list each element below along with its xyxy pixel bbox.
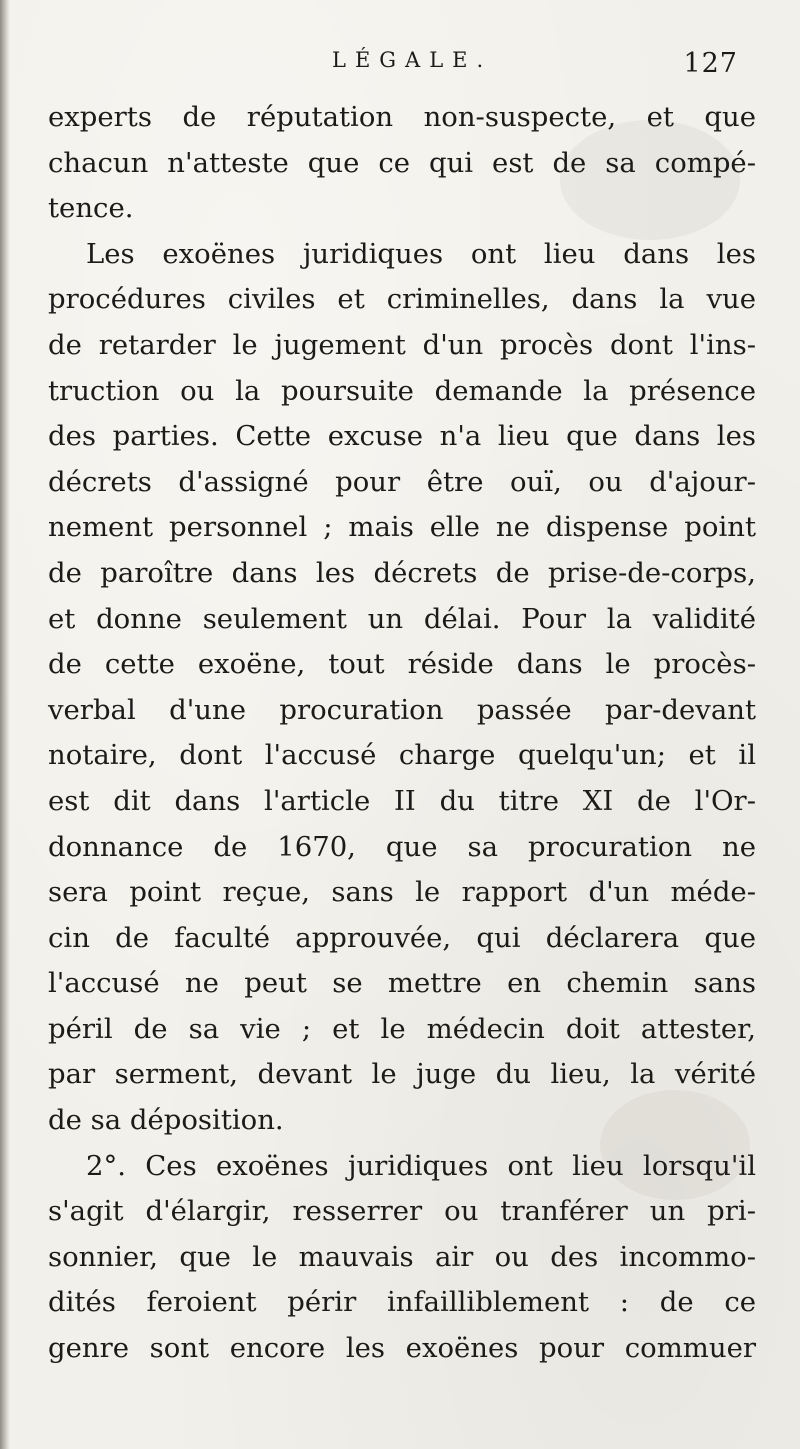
text-line: truction ou la poursuite demande la présence: [48, 374, 756, 407]
text-line: notaire, dont l'accusé charge quelqu'un; et il: [48, 739, 756, 772]
body-text: [48, 95, 756, 1372]
text-line: l'accusé ne peut se mettre en chemin sans: [48, 967, 756, 1000]
text-line: experts de réputation non-suspecte, et que: [48, 101, 756, 133]
text-line: sera point reçue, sans le rapport d'un méde-: [48, 876, 756, 909]
text-line: cin de faculté approuvée, qui déclarera que: [48, 921, 756, 954]
text-line: nement personnel ; mais elle ne dispense point: [48, 511, 756, 544]
text-line: verbal d'une procuration passée par-devant: [48, 693, 756, 726]
text-line: des parties. Cette excuse n'a lieu que dans les: [48, 420, 756, 453]
text-line: chacun n'atteste que ce qui est de sa compé-: [48, 146, 756, 179]
text-line: genre sont encore les exoënes pour commuer: [48, 1332, 756, 1365]
text-line: par serment, devant le juge du lieu, la vérité: [48, 1058, 756, 1091]
text-line: de retarder le jugement d'un procès dont l'ins-: [48, 328, 756, 361]
page-gutter-shadow: [0, 0, 10, 1449]
text-line: dités feroient périr infailliblement : de ce: [48, 1286, 756, 1319]
text-line: 2°. Ces exoënes juridiques ont lieu lorsqu'il: [86, 1149, 756, 1182]
text-line: décrets d'assigné pour être ouï, ou d'ajour-: [48, 465, 756, 498]
text-line: s'agit d'élargir, resserrer ou tranférer un pri-: [48, 1195, 756, 1228]
text-line: procédures civiles et criminelles, dans la vue: [48, 283, 756, 316]
text-line: péril de sa vie ; et le médecin doit attester,: [48, 1012, 756, 1045]
text-line: et donne seulement un délai. Pour la validité: [48, 602, 756, 635]
page-number: 127: [683, 48, 738, 79]
text-line: sonnier, que le mauvais air ou des incommo-: [48, 1240, 756, 1273]
text-line: de sa déposition.: [48, 1104, 284, 1137]
text-line: de paroître dans les décrets de prise-de-corps,: [48, 556, 756, 589]
text-line: de cette exoëne, tout réside dans le procès-: [48, 648, 756, 681]
page-header: [48, 48, 738, 84]
text-line: tence.: [48, 192, 134, 225]
running-head: LÉGALE.: [332, 48, 493, 72]
text-line: est dit dans l'article II du titre XI de l'Or-: [48, 784, 756, 817]
text-line: Les exoënes juridiques ont lieu dans les: [86, 237, 756, 270]
text-line: donnance de 1670, que sa procuration ne: [48, 830, 756, 863]
